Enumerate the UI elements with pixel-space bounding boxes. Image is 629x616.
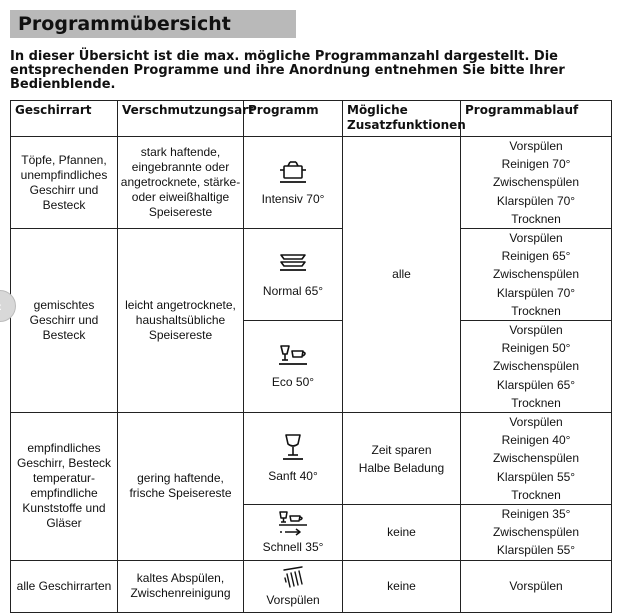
cell-line: Zwischenreinigung: [130, 586, 231, 601]
cell-line: Trocknen: [511, 395, 561, 410]
ablauf-cell: [461, 505, 612, 561]
cell-line: Zwischenspülen: [492, 267, 580, 282]
cell-line: keine: [387, 578, 416, 593]
ablauf-cell: [461, 229, 612, 321]
cell-line: empfindliche: [30, 486, 98, 501]
cell-line: Gläser: [46, 516, 82, 531]
cell-line: Klarspülen 70°: [496, 193, 576, 208]
cell-line: Reinigen 35°: [501, 507, 571, 522]
zusatz-cell: [343, 560, 461, 612]
cell-line: leicht angetrocknete,: [125, 298, 236, 313]
cell-line: Zwischenspülen: [492, 359, 580, 374]
cell-line: Trocknen: [511, 211, 561, 226]
table-row: [11, 137, 612, 229]
cell-line: Klarspülen 65°: [496, 377, 576, 392]
cell-line: Reinigen 70°: [501, 157, 571, 172]
ablauf-cell: [461, 137, 612, 229]
geschirrart-cell: [11, 560, 118, 612]
header-zusatz-line: Zusatzfunktionen: [347, 118, 466, 132]
cell-line: eingebrannte oder: [131, 160, 230, 174]
table-row: [11, 413, 612, 505]
pot-icon: [278, 158, 308, 184]
zusatz-cell: [343, 137, 461, 413]
cell-line: Trocknen: [511, 487, 561, 502]
ablauf-cell: [461, 413, 612, 505]
intro-line: entsprechenden Programme und ihre Anordnung entnehmen Sie bitte Ihrer: [10, 63, 565, 78]
cell-line: Speisereste: [148, 328, 213, 343]
cell-line: Vorspülen: [509, 323, 563, 338]
header-verschmutzungsart: Verschmutzungsart: [118, 101, 244, 137]
cell-line: oder eiweißhaltige: [131, 190, 230, 204]
geschirrart-cell: [11, 137, 118, 229]
zusatz-cell: [343, 413, 461, 505]
cell-line: alle Geschirrarten: [16, 578, 112, 593]
header-programm: Programm: [244, 101, 343, 137]
cell-line: Klarspülen 70°: [496, 285, 576, 300]
program-label: Eco 50°: [271, 375, 315, 390]
cell-line: Reinigen 50°: [501, 341, 571, 356]
header-programmablauf: Programmablauf: [461, 101, 612, 137]
zusatz-cell: [343, 505, 461, 561]
quick-wash-icon: [277, 510, 309, 536]
cell-line: haushaltsübliche: [135, 313, 226, 328]
geschirrart-cell: [11, 413, 118, 561]
program-cell-sanft: [244, 413, 343, 505]
program-label: Sanft 40°: [268, 469, 318, 484]
cell-line: stark haftende,: [140, 145, 221, 159]
program-cell-vorspuelen: [244, 560, 343, 612]
header-zusatzfunktionen: [343, 101, 466, 137]
cell-line: Trocknen: [511, 303, 561, 318]
cell-line: Halbe Beladung: [358, 460, 445, 475]
table-row: [11, 560, 612, 612]
cell-line: empfindliches: [27, 441, 101, 456]
program-cell-eco: [244, 321, 343, 413]
program-cell-intensiv: [244, 137, 343, 229]
page-title: Programmübersicht: [10, 10, 296, 38]
cell-line: Zwischenspülen: [492, 451, 580, 466]
rinse-spray-icon: [280, 565, 306, 591]
cell-line: Vorspülen: [509, 231, 563, 246]
cell-line: Töpfe, Pfannen,: [21, 152, 107, 167]
header-geschirrart: Geschirrart: [11, 101, 118, 137]
geschirrart-cell: [11, 229, 118, 413]
intro-line: In dieser Übersicht ist die max. mögliche Programmanzahl dargestellt. Die: [10, 49, 558, 64]
header-row: [11, 101, 612, 137]
cell-line: Kunststoffe und: [22, 501, 106, 516]
program-label: Normal 65°: [262, 284, 324, 299]
chevron-left-icon: [0, 299, 7, 313]
ablauf-cell: [461, 321, 612, 413]
cell-line: Zwischenspülen: [492, 175, 580, 190]
program-label: Intensiv 70°: [261, 192, 325, 206]
verschmutzungsart-cell: [118, 137, 244, 229]
cell-line: keine: [387, 524, 416, 539]
cell-line: Vorspülen: [509, 578, 563, 593]
intro-paragraph: [10, 50, 610, 92]
cell-line: Besteck: [42, 197, 86, 212]
verschmutzungsart-cell: [118, 229, 244, 413]
program-table: [10, 100, 612, 613]
program-cell-normal: [244, 229, 343, 321]
cell-line: Vorspülen: [509, 415, 563, 430]
ablauf-cell: [461, 560, 612, 612]
cell-line: unempfindliches: [20, 167, 108, 182]
cell-line: gering haftende,: [137, 471, 224, 486]
cell-line: Klarspülen 55°: [496, 469, 576, 484]
verschmutzungsart-cell: [118, 560, 244, 612]
cell-line: Speisereste: [148, 205, 213, 219]
cell-line: Besteck: [42, 328, 86, 343]
cell-line: Reinigen 65°: [501, 249, 571, 264]
cell-line: Geschirr, Besteck: [16, 456, 112, 471]
header-zusatz-line: Mögliche: [347, 103, 408, 117]
cell-line: Geschirr und: [29, 313, 99, 328]
program-label: Schnell 35°: [262, 539, 324, 554]
stacked-plates-icon: [278, 250, 308, 276]
intro-line: Bedienblende.: [10, 77, 116, 92]
verschmutzungsart-cell: [118, 413, 244, 561]
cell-line: Zwischenspülen: [492, 525, 580, 540]
cell-line: frische Speisereste: [129, 486, 232, 501]
cell-line: temperatur-: [32, 471, 96, 486]
program-label: Vorspülen: [266, 592, 320, 607]
wine-glass-icon: [281, 433, 305, 461]
cell-line: alle: [392, 267, 411, 282]
program-cell-schnell: [244, 505, 343, 561]
cell-line: angetrocknete, stärke-: [120, 175, 241, 189]
cell-line: Zeit sparen: [371, 442, 432, 457]
cell-line: Reinigen 40°: [501, 433, 571, 448]
cell-line: kaltes Abspülen,: [136, 571, 225, 586]
glass-cup-eco-icon: [277, 343, 309, 367]
cell-line: Geschirr und: [29, 182, 99, 197]
table-row: [11, 229, 612, 321]
cell-line: Klarspülen 55°: [496, 543, 576, 558]
cell-line: gemischtes: [33, 298, 95, 313]
cell-line: Vorspülen: [509, 139, 563, 153]
